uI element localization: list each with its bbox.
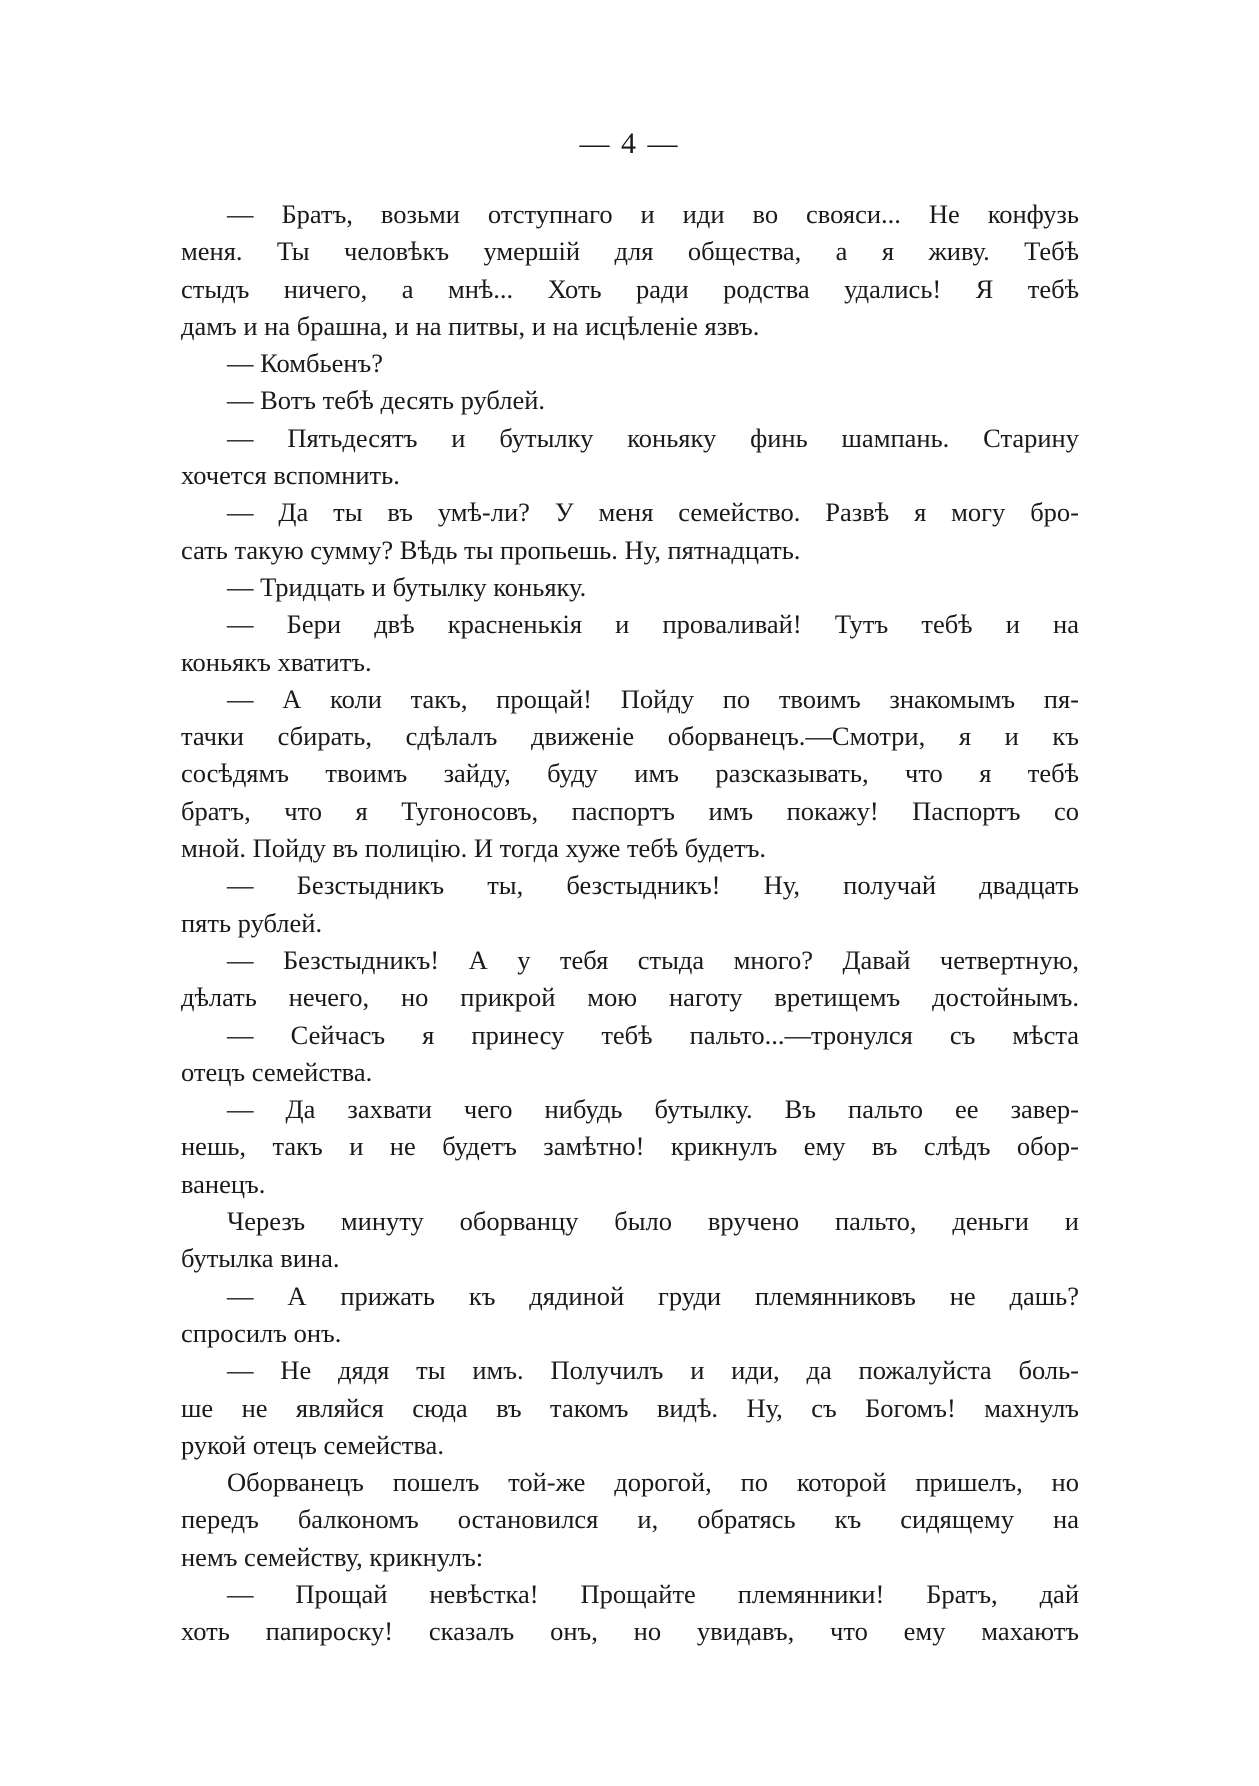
paragraph (181, 382, 1079, 419)
text-line: нешь, такъ и не будетъ замѣтно! крикнулъ ему въ слѣдъ обор- (181, 1131, 1079, 1162)
text-line: — А прижать къ дядиной груди племянниковъ не дашь? (227, 1280, 1079, 1311)
text-line: братъ, что я Тугоносовъ, паспортъ имъ покажу! Паспортъ со (181, 795, 1079, 826)
text-line: передъ балкономъ остановился и, обратясь къ сидящему на (181, 1504, 1079, 1535)
text-line: сать такую сумму? Вѣдь ты пропьешь. Ну, пятнадцать. (181, 534, 801, 565)
text-line: хоть папироску! сказалъ онъ, но увидавъ, что ему махаютъ (181, 1616, 1079, 1647)
text-line: стыдъ ничего, а мнѣ... Хоть ради родства удались! Я тебѣ (181, 273, 1079, 304)
paragraph (181, 569, 1079, 606)
text-line: — Сейчасъ я принесу тебѣ пальто...—тронулся съ мѣста (227, 1019, 1079, 1050)
text-line: тачки сбирать, сдѣлалъ движеніе оборванецъ.—Смотри, я и къ (181, 721, 1079, 752)
page-number: — 4 — (579, 127, 680, 160)
text-line: меня. Ты человѣкъ умершій для общества, а я живу. Тебѣ (181, 236, 1079, 267)
text-line: — Безстыдникъ ты, безстыдникъ! Ну, получай двадцать (227, 870, 1079, 901)
paragraph (181, 681, 1079, 867)
paragraph (181, 1464, 1079, 1576)
paragraph (181, 942, 1079, 1017)
text-line: ше не являйся сюда въ такомъ видѣ. Ну, съ Богомъ! махнулъ (181, 1392, 1079, 1423)
text-line: — Безстыдникъ! А у тебя стыда много? Давай четвертную, (227, 944, 1079, 975)
paragraph (181, 494, 1079, 569)
paragraph (181, 345, 1079, 382)
text-line: — Пятьдесятъ и бутылку коньяку финь шампань. Старину (227, 422, 1079, 453)
text-line: хочется вспомнить. (181, 460, 400, 491)
text-line: — Не дядя ты имъ. Получилъ и иди, да пожалуйста боль- (227, 1355, 1079, 1386)
text-line: — Бери двѣ красненькія и проваливай! Тутъ тебѣ и на (227, 609, 1079, 640)
text-line: — Братъ, возьми отступнаго и иди во свояси... Не конфузь (227, 199, 1079, 229)
text-line: — Тридцать и бутылку коньяку. (227, 571, 587, 602)
paragraph (181, 1091, 1079, 1203)
paragraph (181, 1017, 1079, 1092)
text-line: немъ семейству, крикнулъ: (181, 1541, 484, 1572)
text-line: — Да захвати чего нибудь бутылку. Въ пальто ее завер- (227, 1094, 1079, 1125)
text-line: дѣлать нечего, но прикрой мою наготу вретищемъ достойнымъ. (181, 982, 1079, 1013)
paragraph (181, 420, 1079, 495)
text-line: — А коли такъ, прощай! Пойду по твоимъ знакомымъ пя- (227, 683, 1079, 714)
text-line: — Вотъ тебѣ десять рублей. (227, 385, 546, 416)
paragraph (181, 1278, 1079, 1353)
text-line: дамъ и на брашна, и на питвы, и на исцѣленіе язвъ. (181, 310, 760, 341)
paragraph (181, 1203, 1079, 1278)
paragraph (181, 867, 1079, 942)
text-line: рукой отецъ семейства. (181, 1429, 444, 1460)
text-line: — Да ты въ умѣ-ли? У меня семейство. Развѣ я могу бро- (227, 497, 1079, 528)
text-line: спросилъ онъ. (181, 1317, 342, 1348)
paragraph (181, 196, 1079, 345)
paragraph (181, 1576, 1079, 1651)
text-line: бутылка вина. (181, 1243, 340, 1274)
text-line: — Комбьенъ? (227, 348, 383, 379)
text-line: Черезъ минуту оборванцу было вручено пальто, деньги и (227, 1206, 1079, 1237)
text-line: — Прощай невѣстка! Прощайте племянники! Братъ, дай (227, 1578, 1079, 1609)
paragraph (181, 1352, 1079, 1464)
text-line: сосѣдямъ твоимъ зайду, буду имъ разсказывать, что я тебѣ (181, 758, 1079, 789)
text-line: коньякъ хватитъ. (181, 646, 372, 677)
text-line: пять рублей. (181, 907, 323, 938)
text-line: Оборванецъ пошелъ той-же дорогой, по которой пришелъ, но (227, 1467, 1079, 1498)
paragraph (181, 606, 1079, 681)
text-line: ванецъ. (181, 1168, 266, 1199)
body-text (181, 196, 1079, 1651)
text-line: мной. Пойду въ полицію. И тогда хуже тебѣ будетъ. (181, 833, 767, 864)
text-line: отецъ семейства. (181, 1056, 373, 1087)
